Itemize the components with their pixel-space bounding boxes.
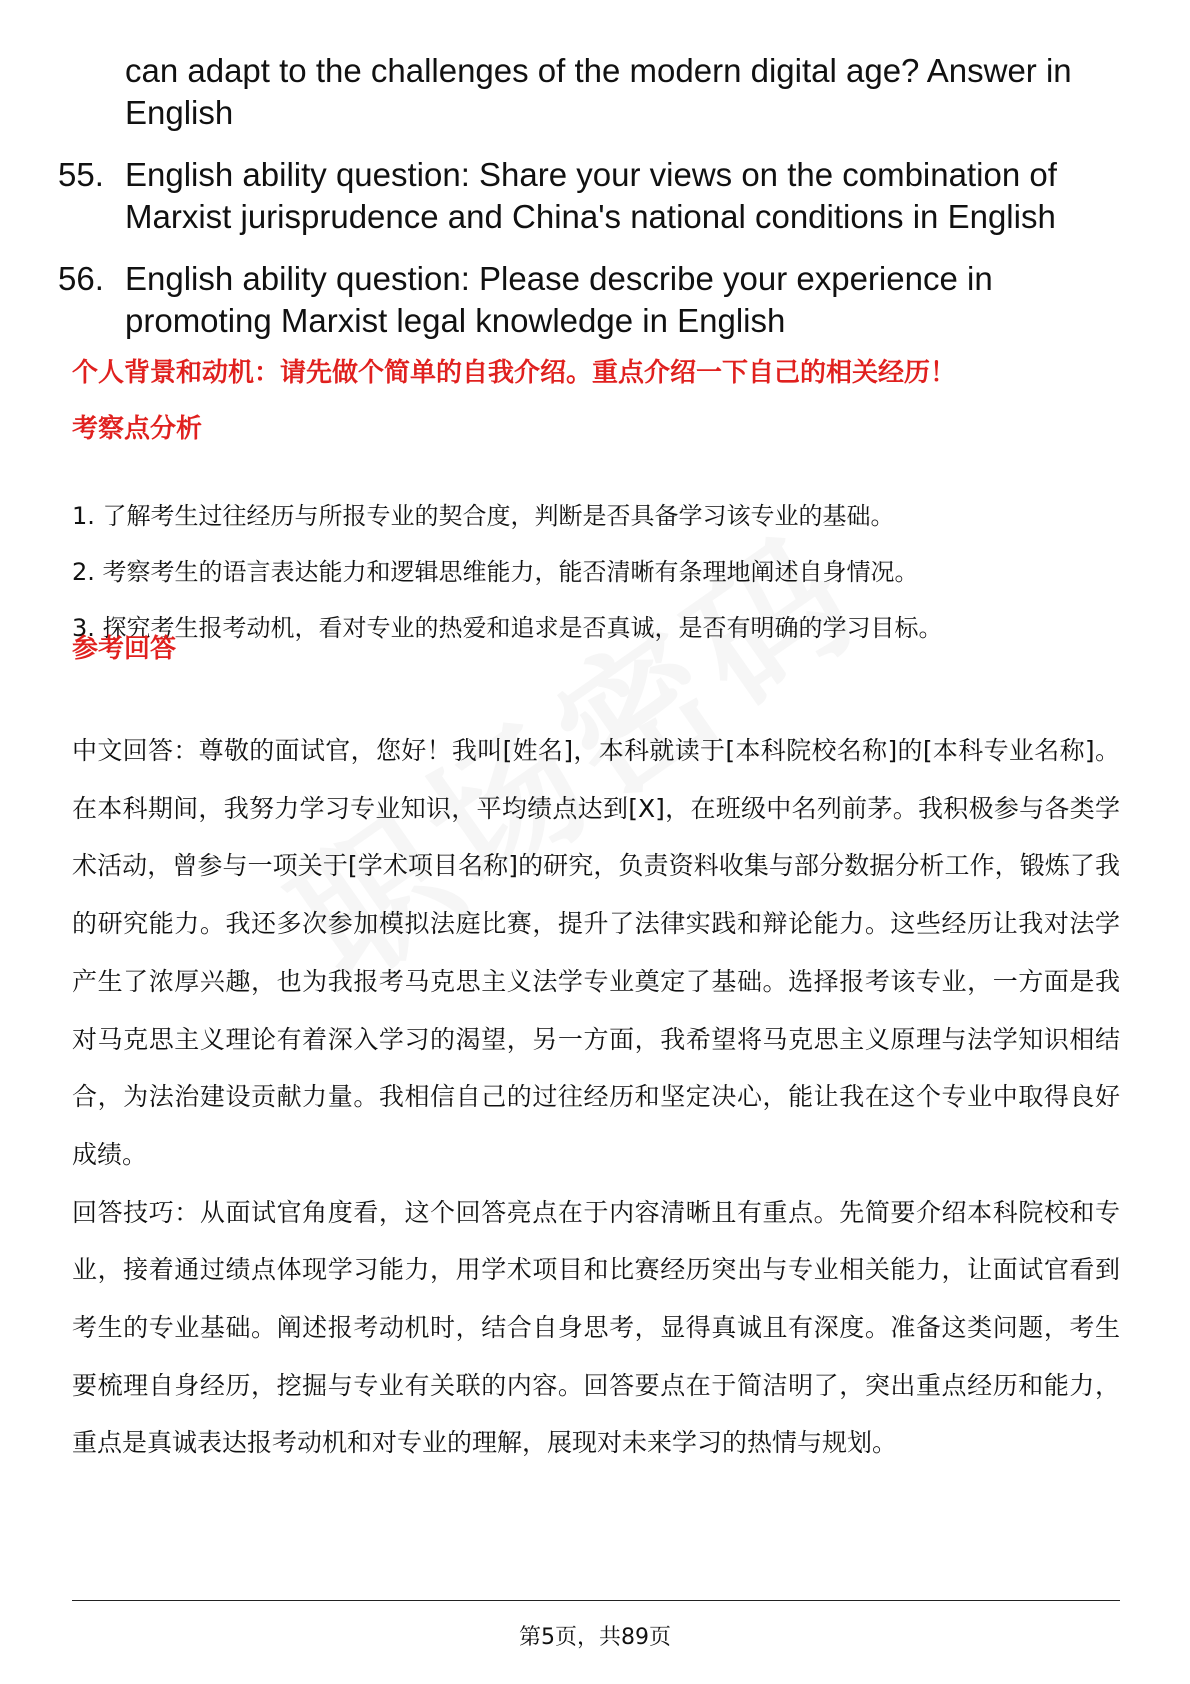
question-text: English ability question: Share your views on the combination of Marxist jurisprudence and China's national conditions in English — [125, 156, 1057, 235]
analysis-point: 2. 考察考生的语言表达能力和逻辑思维能力，能否清晰有条理地阐述自身情况。 — [72, 558, 919, 586]
analysis-point: 3. 探究考生报考动机，看对专业的热爱和追求是否真诚，是否有明确的学习目标。 — [72, 614, 943, 642]
question-item — [58, 154, 1138, 238]
analysis-heading: 考察点分析 — [72, 414, 203, 444]
reference-heading: 参考回答 — [72, 634, 177, 664]
question-item — [58, 50, 1138, 134]
question-number: 56. — [58, 260, 104, 297]
question-number: 55. — [58, 156, 104, 193]
section-title: 个人背景和动机：请先做个简单的自我介绍。重点介绍一下自己的相关经历！ — [72, 358, 957, 388]
answer-block — [72, 722, 1120, 1472]
answer-tips: 回答技巧：从面试官角度看，这个回答亮点在于内容清晰且有重点。先简要介绍本科院校和专业，接着通过绩点体现学习能力，用学术项目和比赛经历突出与专业相关能力，让面试官看到考生的专业基础。阐述报考动机时，结合自身思考，显得真诚且有深度。准备这类问题，考生要梳理自身经历，挖掘与专业有关联的内容。回答要点在于简洁明了，突出重点经历和能力，重点是真诚表达报考动机和对专业的理解，展现对未来学习的热情与规划。 — [72, 1197, 1120, 1458]
page-number: 第5页，共89页 — [519, 1625, 671, 1650]
footer-divider — [72, 1600, 1120, 1601]
question-list — [58, 50, 1138, 362]
chinese-answer: 中文回答：尊敬的面试官，您好！我叫[姓名]，本科就读于[本科院校名称]的[本科专业名称]。在本科期间，我努力学习专业知识，平均绩点达到[X]，在班级中名列前茅。我积极参与各类学术活动，曾参与一项关于[学术项目名称]的研究，负责资料收集与部分数据分析工作，锻炼了我的研究能力。我还多次参加模拟法庭比赛，提升了法律实践和辩论能力。这些经历让我对法学产生了浓厚兴趣，也为我报考马克思主义法学专业奠定了基础。选择报考该专业，一方面是我对马克思主义理论有着深入学习的渴望，另一方面，我希望将马克思主义原理与法学知识相结合，为法治建设贡献力量。我相信自己的过往经历和坚定决心，能让我在这个专业中取得良好成绩。 — [72, 736, 1120, 1169]
question-text: can adapt to the challenges of the modern digital age? Answer in English — [125, 52, 1072, 131]
analysis-list — [72, 488, 1122, 656]
question-text: English ability question: Please describe your experience in promoting Marxist legal knowledge in English — [125, 260, 993, 339]
question-number — [58, 50, 125, 134]
analysis-point: 1. 了解考生过往经历与所报专业的契合度，判断是否具备学习该专业的基础。 — [72, 502, 895, 530]
question-item — [58, 258, 1138, 342]
